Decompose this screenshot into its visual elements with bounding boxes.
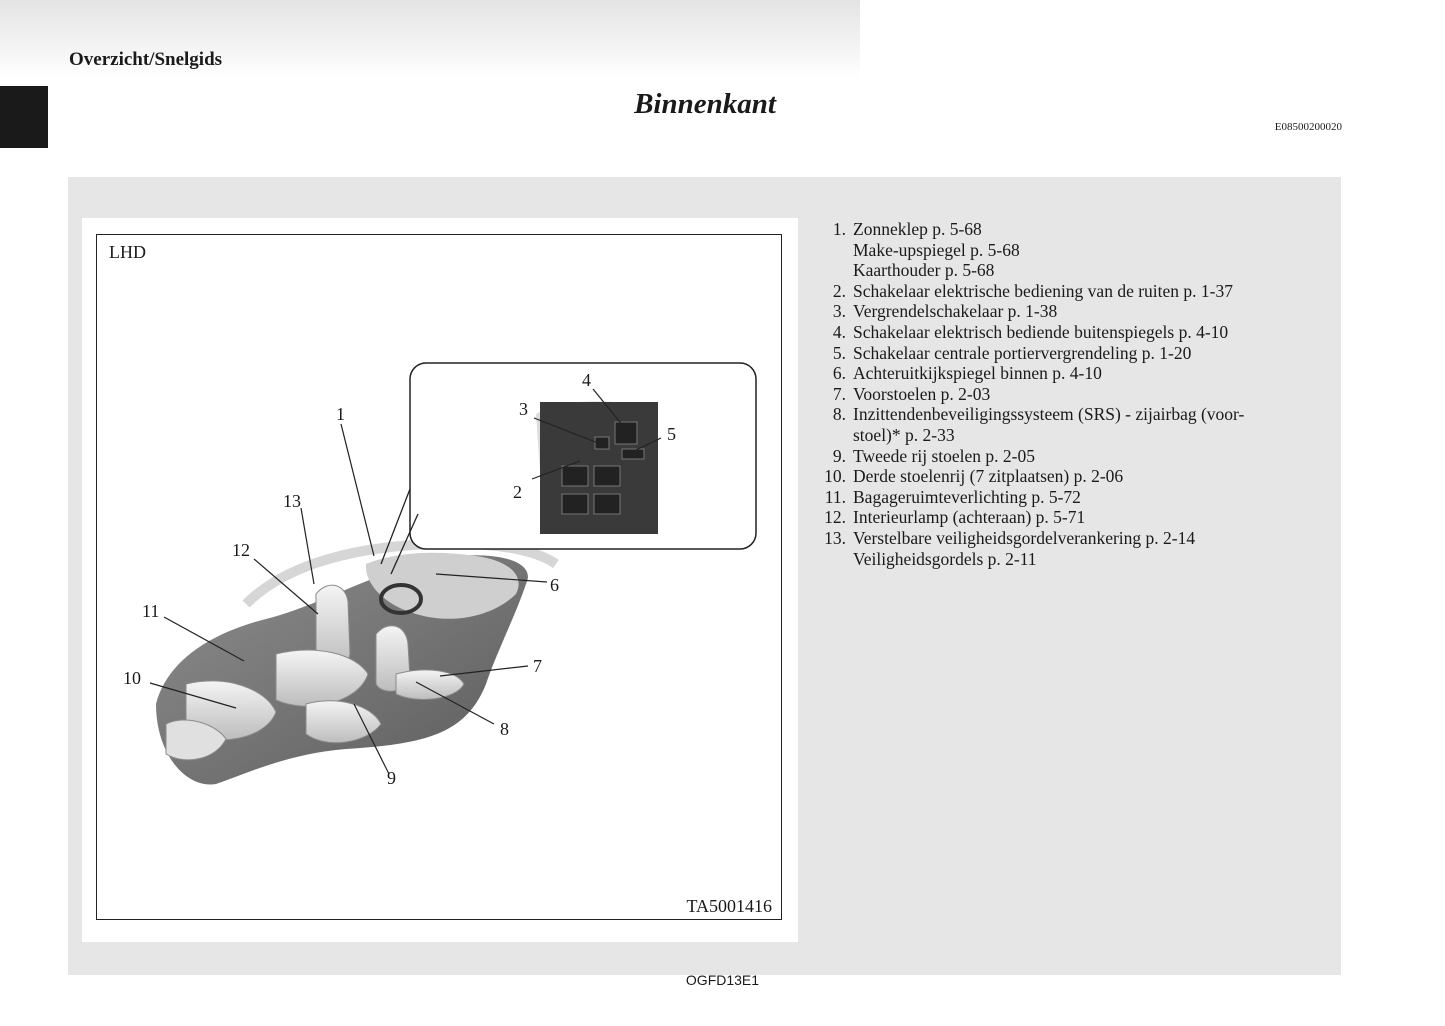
list-item-number: 3. xyxy=(832,301,846,322)
list-item-number: 4. xyxy=(832,321,846,342)
callout-12: 12 xyxy=(232,540,250,560)
callout-1: 1 xyxy=(336,404,345,424)
list-item-text: Interieurlamp (achteraan) p. 5-71 xyxy=(853,507,1086,528)
list-item-text: Achteruitkijkspiegel binnen p. 4-10 xyxy=(853,363,1102,384)
inset-leader-a xyxy=(381,489,410,564)
list-item-number: 12. xyxy=(824,507,846,528)
list-item-number: 10. xyxy=(824,466,846,487)
callout-6: 6 xyxy=(550,575,559,595)
list-item xyxy=(818,384,1318,405)
list-item-text: Voorstoelen p. 2-03 xyxy=(853,383,991,404)
mirror-switch xyxy=(615,422,637,444)
callout-7: 7 xyxy=(533,656,542,676)
list-item xyxy=(818,507,1318,528)
callout-5: 5 xyxy=(667,424,676,444)
section-name: Overzicht/Snelgids xyxy=(69,49,223,70)
list-item xyxy=(818,322,1318,343)
list-item-number: 9. xyxy=(832,445,846,466)
callout-13: 13 xyxy=(283,491,301,511)
list-item xyxy=(818,363,1318,384)
list-item-number: 7. xyxy=(832,383,846,404)
callout-9: 9 xyxy=(387,768,396,788)
callout-11: 11 xyxy=(142,601,160,621)
list-item xyxy=(818,301,1318,322)
window-switch-1 xyxy=(562,466,588,486)
figure-code: TA5001416 xyxy=(686,896,772,916)
callout-2: 2 xyxy=(513,482,522,502)
callout-3: 3 xyxy=(519,399,528,419)
window-switch-4 xyxy=(594,494,620,514)
list-item xyxy=(818,219,1318,281)
list-item-number: 11. xyxy=(824,486,846,507)
list-item xyxy=(818,446,1318,467)
list-item xyxy=(818,487,1318,508)
list-item-text: Zonneklep p. 5-68 xyxy=(853,219,982,239)
callout-10: 10 xyxy=(123,668,141,688)
list-item-text: stoel)* p. 2-33 xyxy=(853,424,955,445)
footer-code: OGFD13E1 xyxy=(685,972,760,988)
list-item-text: Bagageruimteverlichting p. 5-72 xyxy=(853,486,1081,507)
window-switch-2 xyxy=(594,466,620,486)
callout-8: 8 xyxy=(500,719,509,739)
callout-4: 4 xyxy=(582,370,591,390)
list-item xyxy=(818,281,1318,302)
window-switch-3 xyxy=(562,494,588,514)
list-item-number: 1. xyxy=(832,219,846,239)
figure-label: LHD xyxy=(109,242,146,262)
component-list xyxy=(818,219,1318,569)
list-item-text: Schakelaar centrale portiervergrendeling p. 1-20 xyxy=(853,342,1192,363)
interior-illustration xyxy=(96,234,782,920)
list-item-text: Make-upspiegel p. 5-68 xyxy=(853,239,1020,260)
list-item xyxy=(818,343,1318,364)
list-item-number: 2. xyxy=(832,280,846,301)
list-item-text: Schakelaar elektrische bediening van de ruiten p. 1-37 xyxy=(853,280,1233,301)
list-item-number: 6. xyxy=(832,363,846,384)
list-item-number: 5. xyxy=(832,342,846,363)
list-item-text: Vergrendelschakelaar p. 1-38 xyxy=(853,301,1058,322)
list-item xyxy=(818,528,1318,569)
list-item-number: 13. xyxy=(824,527,846,548)
list-item-text: Schakelaar elektrisch bediende buitenspiegels p. 4-10 xyxy=(853,321,1229,342)
document-code: E08500200020 xyxy=(1274,121,1342,133)
side-tab-marker xyxy=(0,86,48,148)
central-lock-switch xyxy=(622,449,644,459)
list-item-text: Veiligheidsgordels p. 2-11 xyxy=(853,548,1037,569)
list-item xyxy=(818,404,1318,445)
list-item-number: 8. xyxy=(832,404,846,425)
list-item-text: Derde stoelenrij (7 zitplaatsen) p. 2-06 xyxy=(853,466,1124,487)
page-title: Binnenkant xyxy=(634,88,776,120)
list-item-text: Tweede rij stoelen p. 2-05 xyxy=(853,445,1035,466)
list-item-text: Inzittendenbeveiligingssysteem (SRS) - zijairbag (voor- xyxy=(853,404,1245,425)
list-item xyxy=(818,466,1318,487)
list-item-text: Verstelbare veiligheidsgordelverankering p. 2-14 xyxy=(853,527,1196,548)
list-item-text: Kaarthouder p. 5-68 xyxy=(853,260,995,281)
